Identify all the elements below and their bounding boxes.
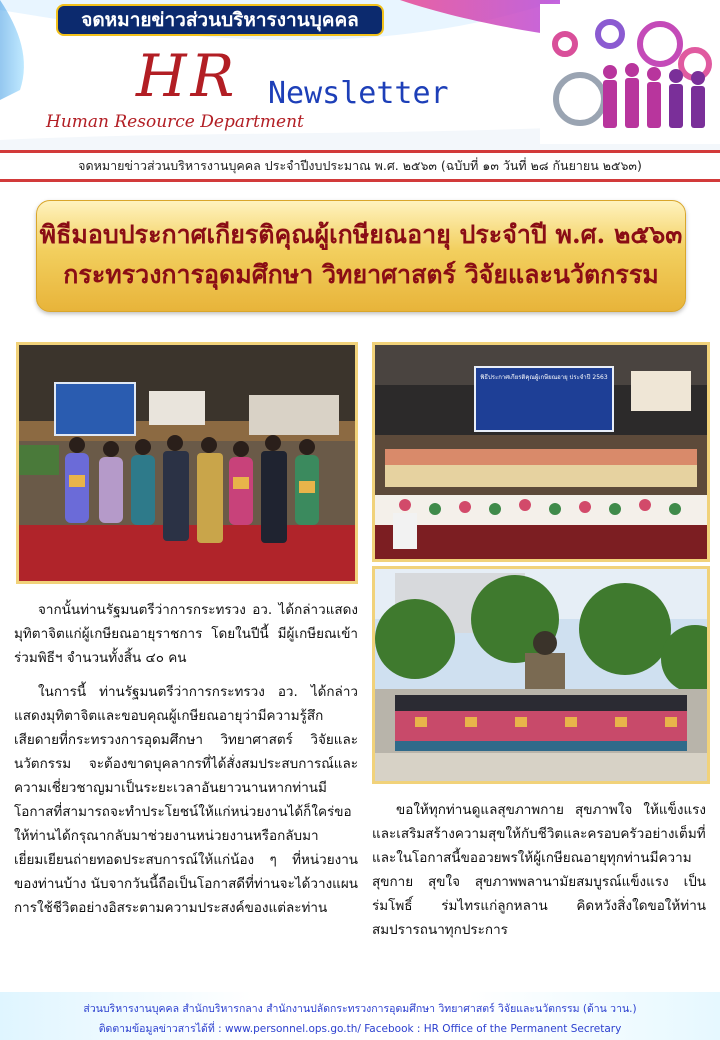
department-label: Human Resource Department [46, 112, 304, 132]
paragraph-minister-speech: ในการนี้ ท่านรัฐมนตรีว่าการกระทรวง อว. ได้กล่าวแสดงมุทิตาจิตและขอบคุณผู้เกษียณอายุว่ามีความรู้สึกเสียดายที่กระทรวงการอุดมศึกษา วิทยาศาสตร์ วิจัยและนวัตกรรม จะต้องขาดบุคลากรที่ได้สั่งสมประสบการณ์และความเชี่ยวชาญมาเป็นระยะเวลาอันยาวนานหากท่านมีโอกาสที่สามารถจะทำประโยชน์ให้แก่หน่วยงานได้ก็ใคร่ขอให้ท่านได้กรุณากลับมาช่วยงานหน่วยงานหรือกลับมาเยี่ยมเยียนถ่ายทอดประสบการณ์ให้แก่น้อง ๆ ที่หน่วยงานของท่านบ้าง นับจากวันนี้ถือเป็นโอกาสดีที่ท่านจะได้วางแผนการใช้ชีวิตอย่างอิสระตามความประสงค์ของแต่ละท่าน [14, 684, 358, 916]
photo-officials-group [16, 342, 358, 584]
photo-outdoor-group [372, 566, 710, 784]
photo-hall-illustration [375, 345, 707, 559]
gears-people-illustration [540, 4, 720, 144]
projector-screen-title: พิธีประกาศเกียรติคุณผู้เกษียณอายุ ประจำปี 2563 [480, 374, 608, 381]
headline-line-1: พิธีมอบประกาศเกียรติคุณผู้เกษียณอายุ ประจำปี พ.ศ. ๒๕๖๓ [39, 220, 683, 249]
hr-logo: HR [136, 42, 239, 110]
footer-contact: ติดตามข้อมูลข่าวสารได้ที่ : www.personnel.ops.go.th/ Facebook : HR Office of the Permanent Secretary [98, 1023, 622, 1035]
footer-organization: ส่วนบริหารงานบุคคล สำนักบริหารกลาง สำนักงานปลัดกระทรวงการอุดมศึกษา วิทยาศาสตร์ วิจัยและนวัตกรรม (ด้าน วาน.) [83, 1003, 637, 1015]
photo-officials-illustration [19, 345, 355, 581]
article-left-column [14, 598, 358, 930]
issue-info-bar: จดหมายข่าวส่วนบริหารงานบุคคล ประจำปีงบประมาณ พ.ศ. ๒๕๖๓ (ฉบับที่ ๑๓ วันที่ ๒๘ กันยายน ๒๕๖๓) [0, 150, 720, 182]
photo-outdoor-illustration [375, 569, 707, 781]
footer [0, 992, 720, 1040]
headline-banner [36, 200, 686, 312]
article-right-column [372, 798, 706, 952]
newsletter-label: Newsletter [268, 76, 449, 111]
paragraph-blessing: ขอให้ทุกท่านดูแลสุขภาพกาย สุขภาพใจ ให้แข็งแรงและเสริมสร้างความสุขให้กับชีวิตและครอบครัวอย่างเต็มที่ และในโอกาสนี้ขออวยพรให้ผู้เกษียณอายุทุกท่านมีความสุขกาย สุขใจ สุขภาพพลานามัยสมบูรณ์แข็งแรง เป็นร่มโพธิ์ ร่มไทรแก่ลูกหลาน คิดหวังสิ่งใดขอให้ท่านสมปรารถนาทุกประการ [372, 802, 706, 938]
headline-line-2: กระทรวงการอุดมศึกษา วิทยาศาสตร์ วิจัยและนวัตกรรม [63, 260, 659, 289]
photo-hall-group [372, 342, 710, 562]
paragraph-retirees-count: จากนั้นท่านรัฐมนตรีว่าการกระทรวง อว. ได้กล่าวแสดงมุทิตาจิตแก่ผู้เกษียณอายุราชการ โดยในปีนี้ มีผู้เกษียณเข้าร่วมพิธีฯ จำนวนทั้งสิ้น ๔๐ คน [14, 602, 358, 666]
newsletter-banner-title: จดหมายข่าวส่วนบริหารงานบุคคล [56, 4, 384, 36]
